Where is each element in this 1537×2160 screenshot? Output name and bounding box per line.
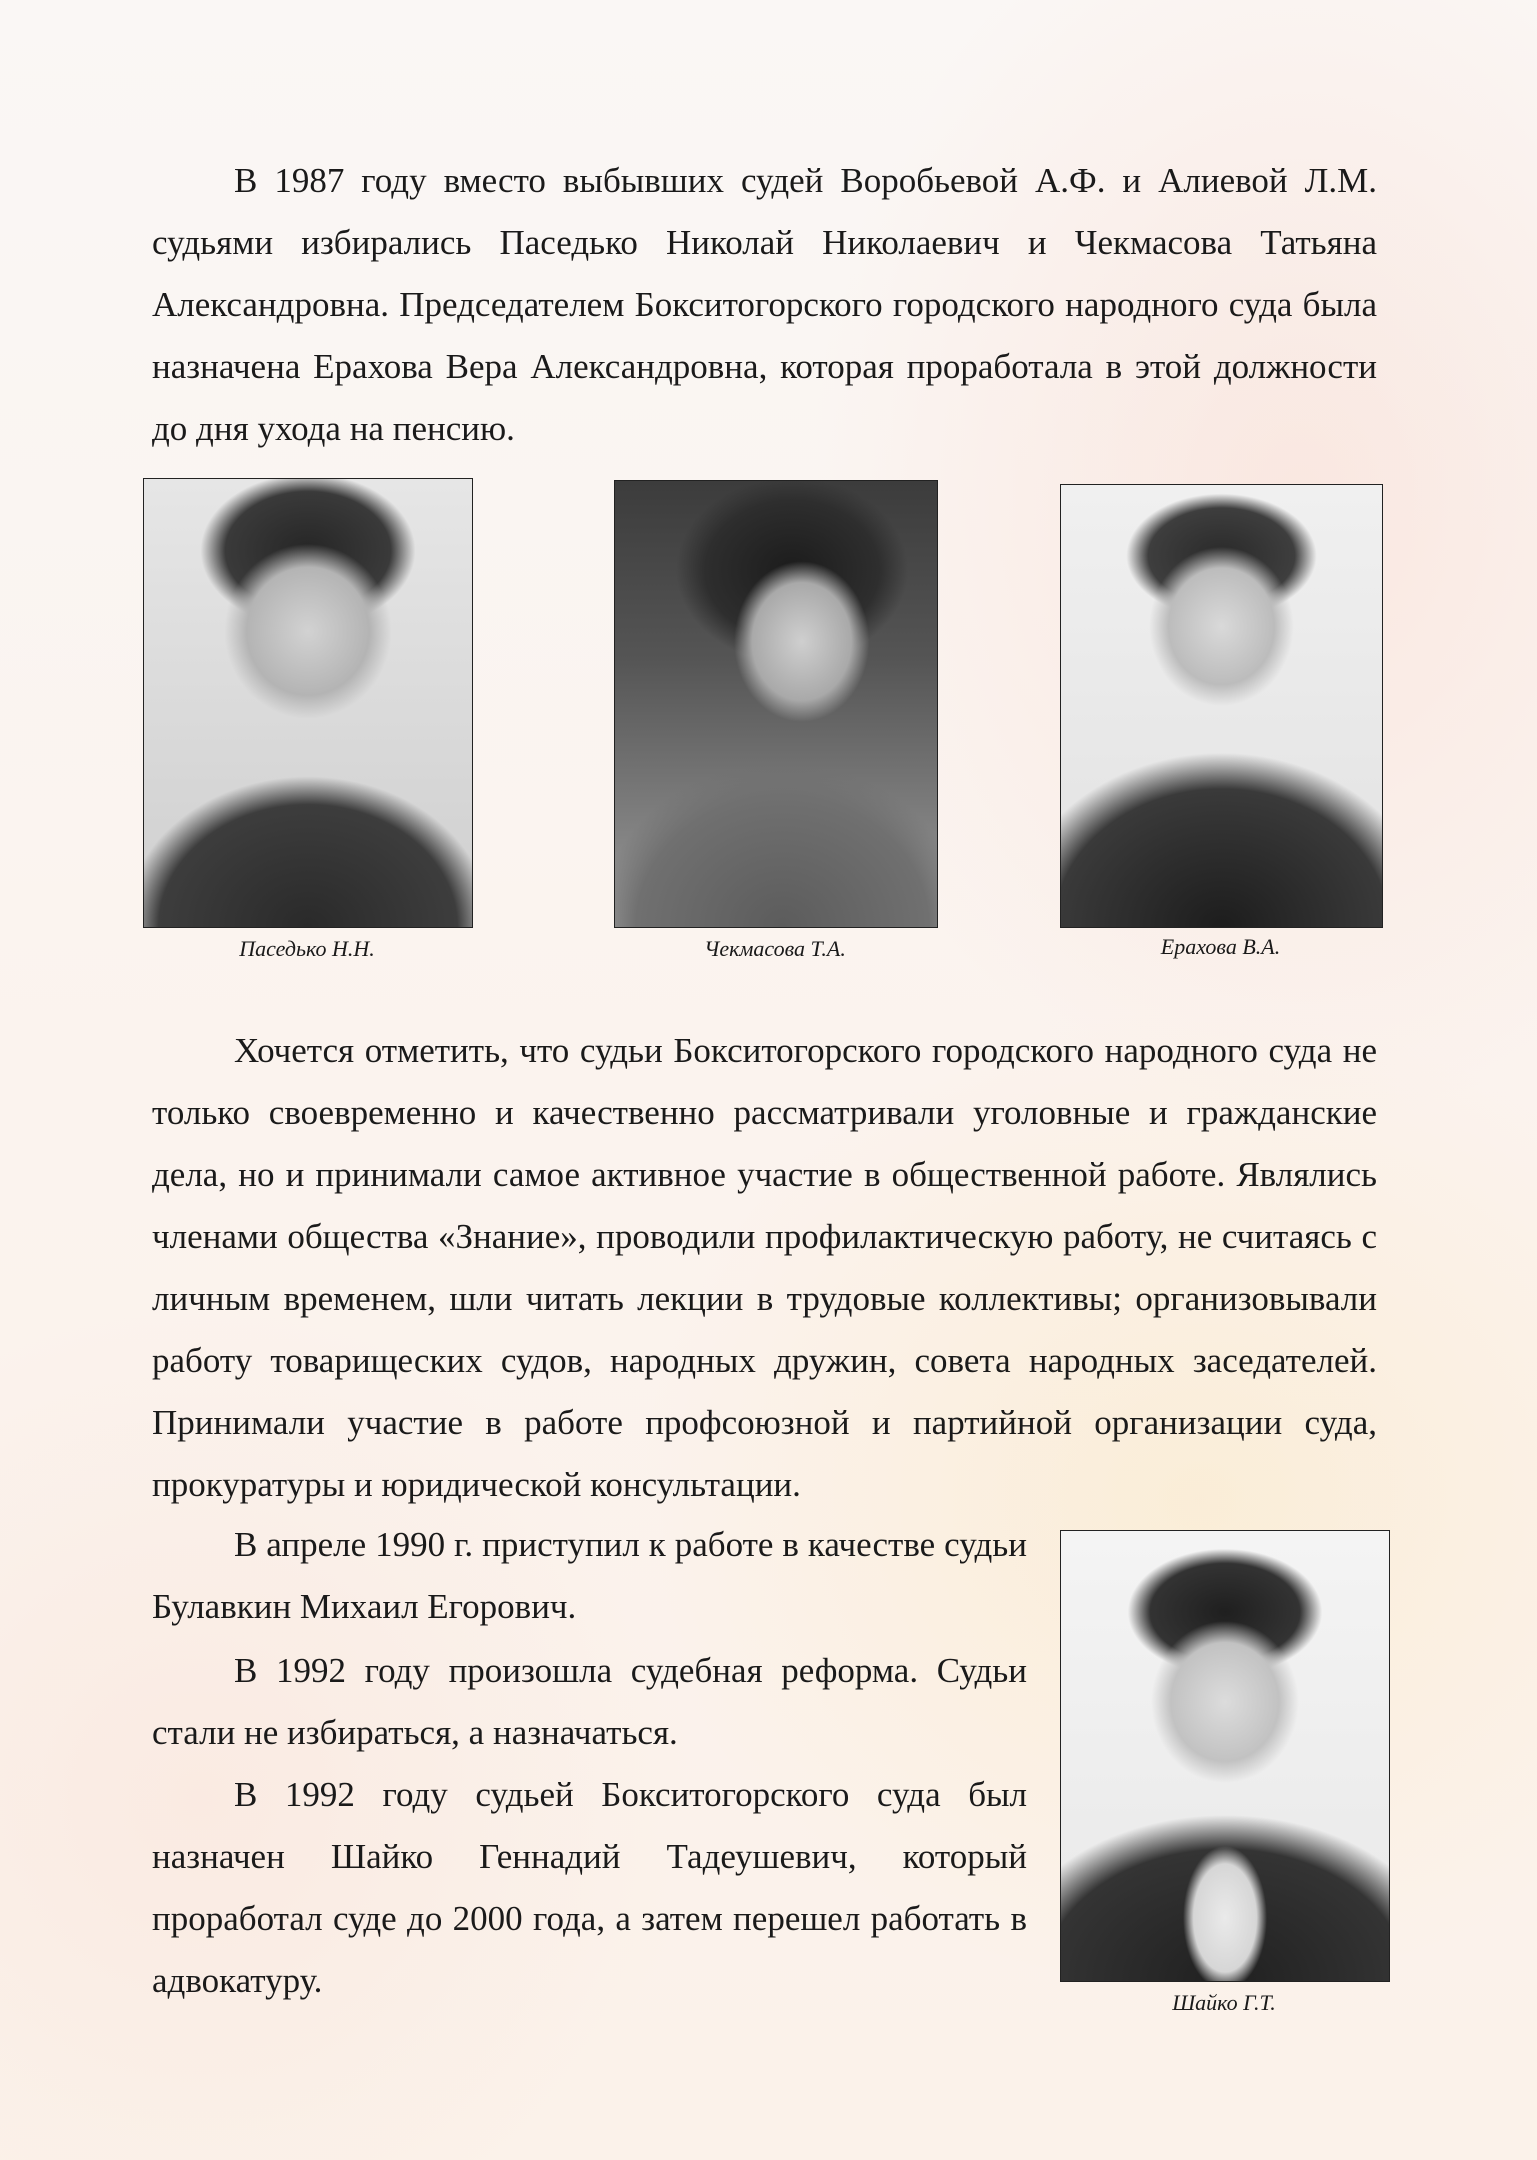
portrait-photo-pasedko xyxy=(143,478,473,928)
caption-chekmasova: Чекмасова Т.А. xyxy=(704,936,846,961)
caption-shaiko: Шайко Г.Т. xyxy=(1172,1990,1276,2015)
portrait-photo-shaiko xyxy=(1060,1530,1390,1982)
paragraph-judges-1987: В 1987 году вместо выбывших судей Воробьевой А.Ф. и Алиевой Л.М. судьями избирались Паседько Николай Николаевич и Чекмасова Татьяна Александровна. Председателем Бокситогорского городского народного суда была назначена Ерахова Вера Александровна, которая проработала в этой должности до дня ухода на пенсию. xyxy=(152,161,1377,448)
paragraph-bulavkin-1990: В апреле 1990 г. приступил к работе в качестве судьи Булавкин Михаил Егорович. xyxy=(152,1525,1027,1626)
paragraph-public-work: Хочется отметить, что судьи Бокситогорского городского народного суда не только своевременно и качественно рассматривали уголовные и гражданские дела, но и принимали самое активное участие в общественной работе. Являлись членами общества «Знание», проводили профилактическую работу, не считаясь с личным временем, шли читать лекции в трудовые коллективы; организовывали работу товарищеских судов, народных дружин, совета народных заседателей. Принимали участие в работе профсоюзной и партийной организации суда, прокуратуры и юридической консультации. xyxy=(152,1031,1377,1504)
portrait-photo-chekmasova xyxy=(614,480,938,928)
paragraph-reform-1992: В 1992 году произошла судебная реформа. Судьи стали не избираться, а назначаться. xyxy=(152,1651,1027,1752)
caption-pasedko: Паседько Н.Н. xyxy=(239,936,375,961)
paragraph-shaiko-1992: В 1992 году судьей Бокситогорского суда был назначен Шайко Геннадий Тадеушевич, который проработал суде до 2000 года, а затем перешел работать в адвокатуру. xyxy=(152,1775,1027,2000)
caption-erakhova: Ерахова В.А. xyxy=(1160,934,1281,959)
portrait-photo-erakhova xyxy=(1060,484,1383,928)
